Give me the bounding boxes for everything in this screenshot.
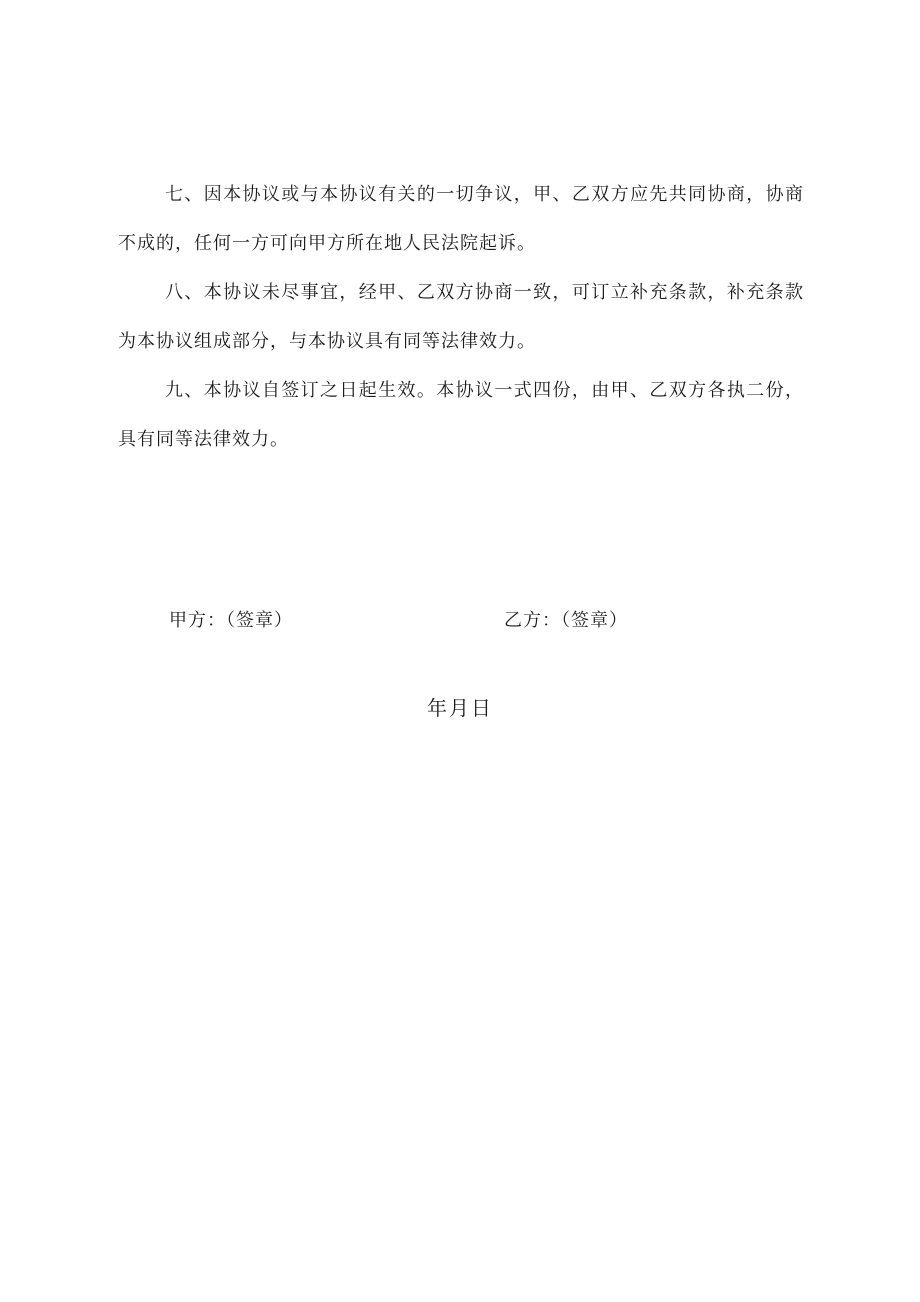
agreement-clauses (118, 170, 804, 464)
signature-block (0, 606, 920, 646)
clause-eight: 八、本协议未尽事宜，经甲、乙双方协商一致，可订立补充条款，补充条款为本协议组成部分，与本协议具有同等法律效力。 (118, 282, 804, 352)
clause-nine: 九、本协议自签订之日起生效。本协议一式四份，由甲、乙双方各执二份，具有同等法律效力。 (118, 380, 804, 450)
clause-seven: 七、因本协议或与本协议有关的一切争议，甲、乙双方应先共同协商，协商不成的，任何一方可向甲方所在地人民法院起诉。 (118, 184, 804, 254)
party-a-signature: 甲方：（签章） (169, 610, 293, 631)
party-b-signature: 乙方：（签章） (504, 610, 628, 631)
date-line: 年月日 (427, 696, 493, 720)
